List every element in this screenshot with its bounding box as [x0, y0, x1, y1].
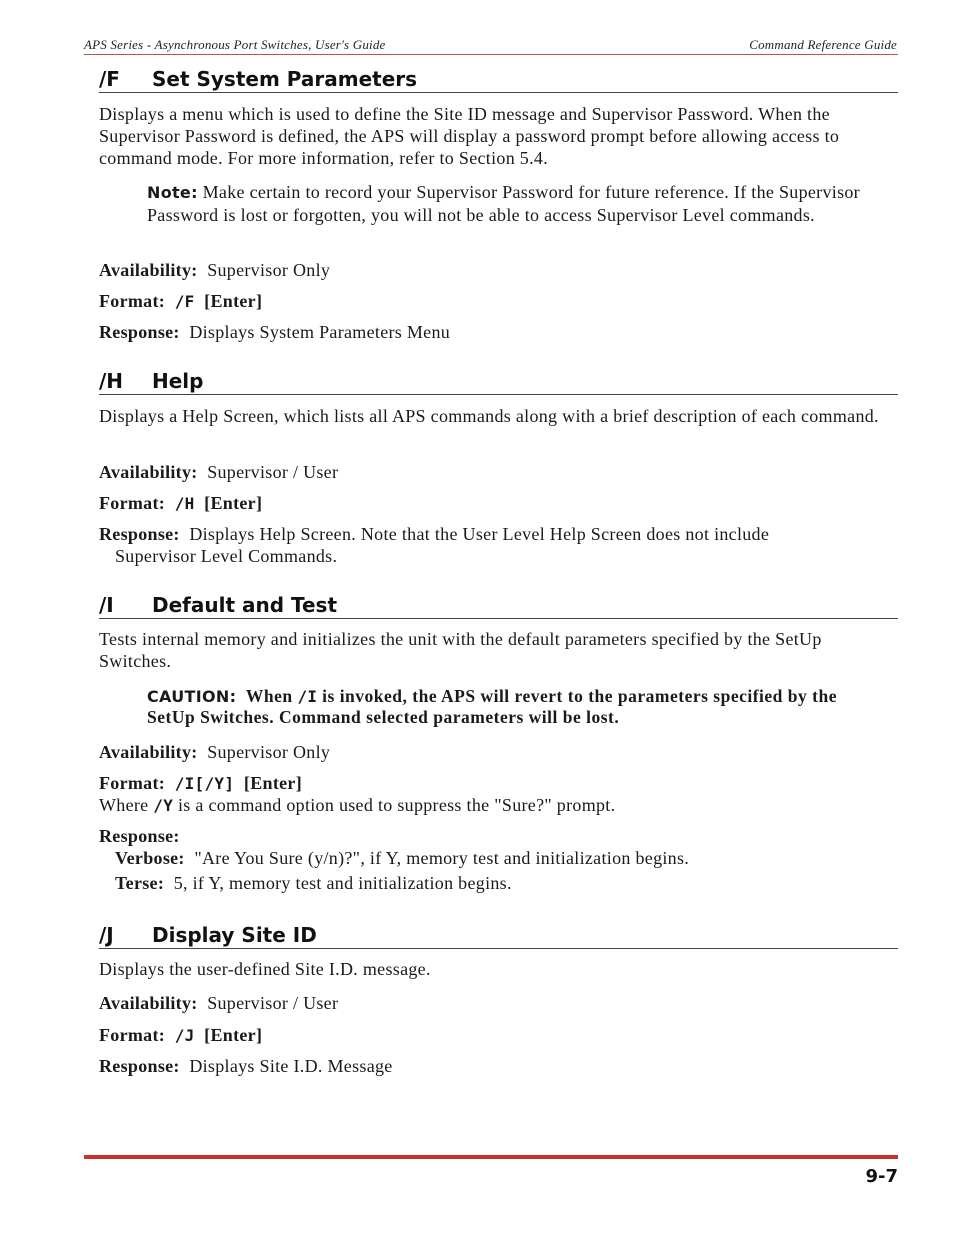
where-line — [99, 794, 891, 817]
verbose-line — [115, 847, 907, 869]
availability-value: Supervisor / User — [207, 462, 339, 482]
format-line — [99, 1024, 891, 1047]
response-label: Response: — [99, 1056, 180, 1076]
availability-line — [99, 741, 891, 763]
availability-label: Availability: — [99, 742, 198, 762]
note-label: Note: — [147, 183, 198, 202]
section-description: Tests internal memory and initializes the unit with the default parameters specified by the SetUp Switches. — [99, 629, 822, 671]
footer-rule — [84, 1155, 898, 1159]
format-command: /F — [174, 292, 195, 311]
format-command: /H — [174, 494, 195, 513]
availability-value: Supervisor Only — [207, 260, 331, 280]
response-continuation: Supervisor Level Commands. — [115, 546, 338, 566]
format-label: Format: — [99, 493, 166, 513]
format-suffix: [Enter] — [204, 291, 263, 311]
section-title: Default and Test — [152, 593, 338, 617]
section-heading-f — [99, 68, 898, 93]
availability-value: Supervisor / User — [207, 993, 339, 1013]
format-label: Format: — [99, 291, 166, 311]
availability-label: Availability: — [99, 260, 198, 280]
section-heading-h — [99, 370, 898, 395]
where-command: /Y — [153, 796, 174, 815]
response-line — [99, 1055, 891, 1077]
section-command: /F — [99, 67, 120, 91]
availability-value: Supervisor Only — [207, 742, 331, 762]
format-suffix: [Enter] — [204, 493, 263, 513]
format-suffix: [Enter] — [243, 773, 302, 793]
section-heading-i — [99, 594, 898, 619]
response-value: Displays System Parameters Menu — [189, 322, 451, 342]
section-title: Help — [152, 369, 204, 393]
section-heading-j — [99, 924, 898, 949]
format-line — [99, 772, 891, 795]
response-line — [99, 321, 891, 343]
caution-pre: When — [245, 686, 293, 706]
section-description: Displays the user-defined Site I.D. message. — [99, 959, 431, 979]
caution-post: is invoked, the APS will revert to the parameters specified by the SetUp Switches. Command selected parameters will be lost. — [147, 686, 837, 727]
response-label: Response: — [99, 826, 180, 846]
format-command: /J — [174, 1026, 195, 1045]
format-command: /I[/Y] — [174, 774, 235, 793]
section-description: Displays a menu which is used to define the Site ID message and Supervisor Password. When the Supervisor Password is defined, the APS will display a password prompt before allowing access to command mode. For more information, refer to Section 5.4. — [99, 104, 840, 168]
format-line — [99, 290, 891, 313]
note-text: Make certain to record your Supervisor Password for future reference. If the Supervisor Password is lost or forgotten, you will not be able to access Supervisor Level commands. — [147, 182, 860, 225]
where-post: is a command option used to suppress the "Sure?" prompt. — [177, 795, 616, 815]
availability-label: Availability: — [99, 993, 198, 1013]
section-title: Set System Parameters — [152, 67, 418, 91]
availability-label: Availability: — [99, 462, 198, 482]
availability-line — [99, 461, 891, 483]
response-label: Response: — [99, 322, 180, 342]
section-title: Display Site ID — [152, 923, 317, 947]
response-label: Response: — [99, 524, 180, 544]
header-rule — [84, 54, 898, 55]
section-command: /I — [99, 593, 114, 617]
caution-block — [147, 686, 847, 728]
terse-label: Terse: — [115, 873, 165, 893]
section-command: /J — [99, 923, 114, 947]
caution-label: CAUTION: — [147, 687, 237, 706]
caution-command: /I — [297, 687, 318, 706]
format-line — [99, 492, 891, 515]
page-number: 9-7 — [865, 1166, 898, 1187]
response-value: Displays Help Screen. Note that the User Level Help Screen does not include — [189, 524, 770, 544]
response-line — [99, 523, 891, 545]
format-label: Format: — [99, 773, 166, 793]
response-line — [99, 825, 891, 847]
verbose-label: Verbose: — [115, 848, 185, 868]
availability-line — [99, 992, 891, 1014]
running-header-title: APS Series - Asynchronous Port Switches, User's Guide — [84, 37, 386, 52]
where-pre: Where — [99, 795, 149, 815]
format-label: Format: — [99, 1025, 166, 1045]
verbose-text: "Are You Sure (y/n)?", if Y, memory test and initialization begins. — [194, 848, 690, 868]
availability-line — [99, 259, 891, 281]
terse-text: 5, if Y, memory test and initialization begins. — [173, 873, 512, 893]
section-description: Displays a Help Screen, which lists all APS commands along with a brief description of each command. — [99, 406, 879, 426]
response-value: Displays Site I.D. Message — [189, 1056, 393, 1076]
section-command: /H — [99, 369, 124, 393]
running-header-section: Command Reference Guide — [749, 37, 897, 52]
format-suffix: [Enter] — [204, 1025, 263, 1045]
terse-line — [115, 872, 907, 894]
note-block — [147, 181, 887, 226]
